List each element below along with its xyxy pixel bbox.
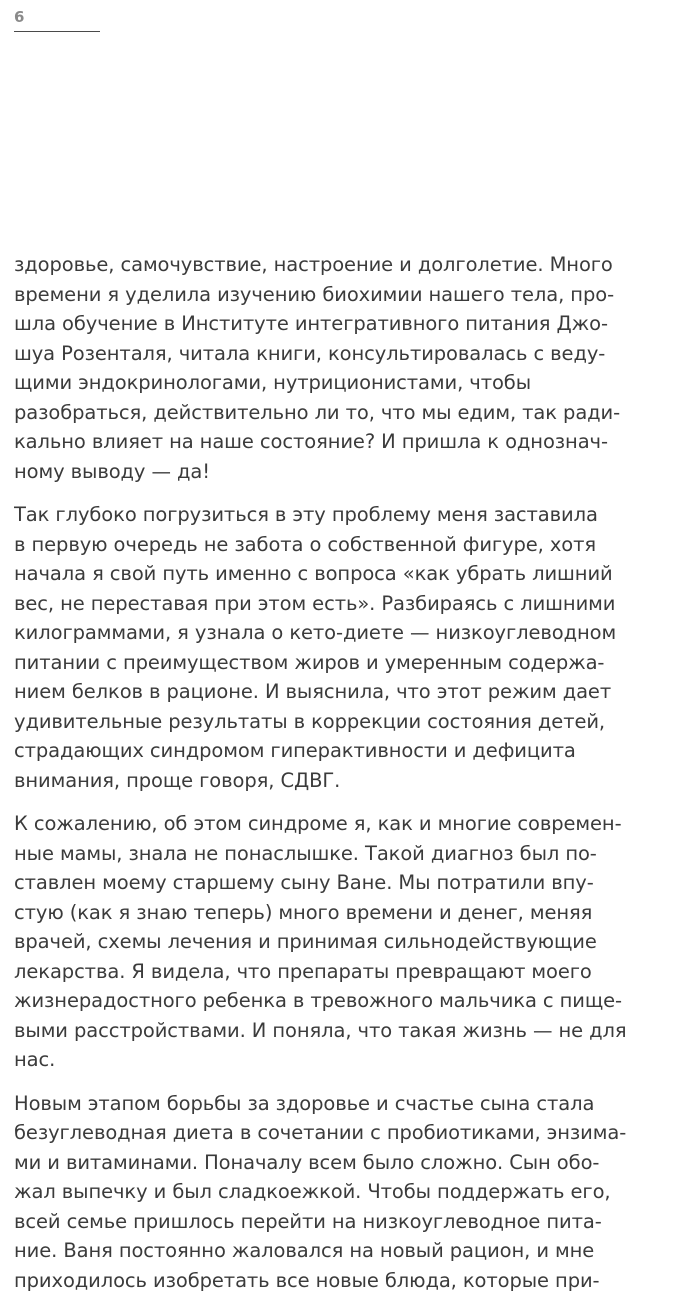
text-line: ному выводу — да! bbox=[14, 459, 210, 483]
body-text bbox=[14, 250, 664, 1309]
text-line: в первую очередь не забота о собственной фигуре, хотя bbox=[14, 532, 597, 556]
text-line: шуа Розенталя, читала книги, консультировалась с веду- bbox=[14, 341, 606, 365]
text-line: нием белков в рационе. И выяснила, что этот режим дает bbox=[14, 680, 612, 703]
text-line: вес, не переставая при этом есть». Разбираясь с лишними bbox=[14, 591, 616, 615]
page-header bbox=[14, 8, 100, 32]
text-line: ние. Ваня постоянно жаловался на новый рацион, и мне bbox=[14, 1239, 595, 1262]
text-line: врачей, схемы лечения и принимая сильнодействующие bbox=[14, 930, 597, 953]
paragraph bbox=[14, 1089, 664, 1296]
text-line: питании с преимуществом жиров и умеренным содержа- bbox=[14, 650, 605, 674]
text-line: ные мамы, знала не понаслышке. Такой диагноз был по- bbox=[14, 841, 597, 865]
text-line: щими эндокринологами, нутриционистами, чтобы bbox=[14, 371, 532, 394]
text-line: удивительные результаты в коррекции состояния детей, bbox=[14, 709, 606, 733]
text-line: Новым этапом борьбы за здоровье и счастье сына стала bbox=[14, 1091, 595, 1115]
paragraph bbox=[14, 809, 664, 1075]
paragraph bbox=[14, 500, 664, 795]
text-line: К сожалению, об этом синдроме я, как и многие современ- bbox=[14, 812, 622, 835]
text-line: ставлен моему старшему сыну Ване. Мы потратили впу- bbox=[14, 871, 594, 894]
text-line: страдающих синдромом гиперактивности и дефицита bbox=[14, 739, 576, 762]
text-line: приходилось изобретать все новые блюда, которые при- bbox=[14, 1268, 600, 1292]
text-line: внимания, проще говоря, СДВГ. bbox=[14, 768, 341, 792]
text-line: лекарства. Я видела, что препараты превращают моего bbox=[14, 959, 592, 983]
text-line: разобраться, действительно ли то, что мы едим, так ради- bbox=[14, 400, 621, 424]
text-line: стую (как я знаю теперь) много времени и денег, меняя bbox=[14, 900, 593, 924]
text-line: Так глубоко погрузиться в эту проблему меня заставила bbox=[14, 503, 598, 526]
text-line: всей семье пришлось перейти на низкоуглеводное пита- bbox=[14, 1209, 602, 1233]
text-line: килограммами, я узнала о кето-диете — низкоуглеводном bbox=[14, 621, 617, 644]
page-number: 6 bbox=[14, 8, 25, 26]
text-line: начала я свой путь именно с вопроса «как убрать лишний bbox=[14, 562, 613, 585]
text-line: шла обучение в Институте интегративного питания Джо- bbox=[14, 312, 608, 335]
text-line: жал выпечку и был сладкоежкой. Чтобы поддержать его, bbox=[14, 1180, 611, 1203]
text-line: нас. bbox=[14, 1048, 56, 1071]
text-line: безуглеводная диета в сочетании с пробиотиками, энзима- bbox=[14, 1121, 627, 1144]
text-line: здоровье, самочувствие, настроение и долголетие. Много bbox=[14, 253, 613, 276]
text-line: кально влияет на наше состояние? И пришла к однознач- bbox=[14, 430, 608, 453]
text-line: ми и витаминами. Поначалу всем было сложно. Сын обо- bbox=[14, 1150, 600, 1174]
paragraph bbox=[14, 250, 664, 486]
text-line: выми расстройствами. И поняла, что такая жизнь — не для bbox=[14, 1018, 627, 1042]
header-rule bbox=[14, 31, 100, 32]
text-line: жизнерадостного ребенка в тревожного мальчика с пище- bbox=[14, 989, 622, 1012]
text-line: времени я уделила изучению биохимии нашего тела, про- bbox=[14, 282, 615, 306]
